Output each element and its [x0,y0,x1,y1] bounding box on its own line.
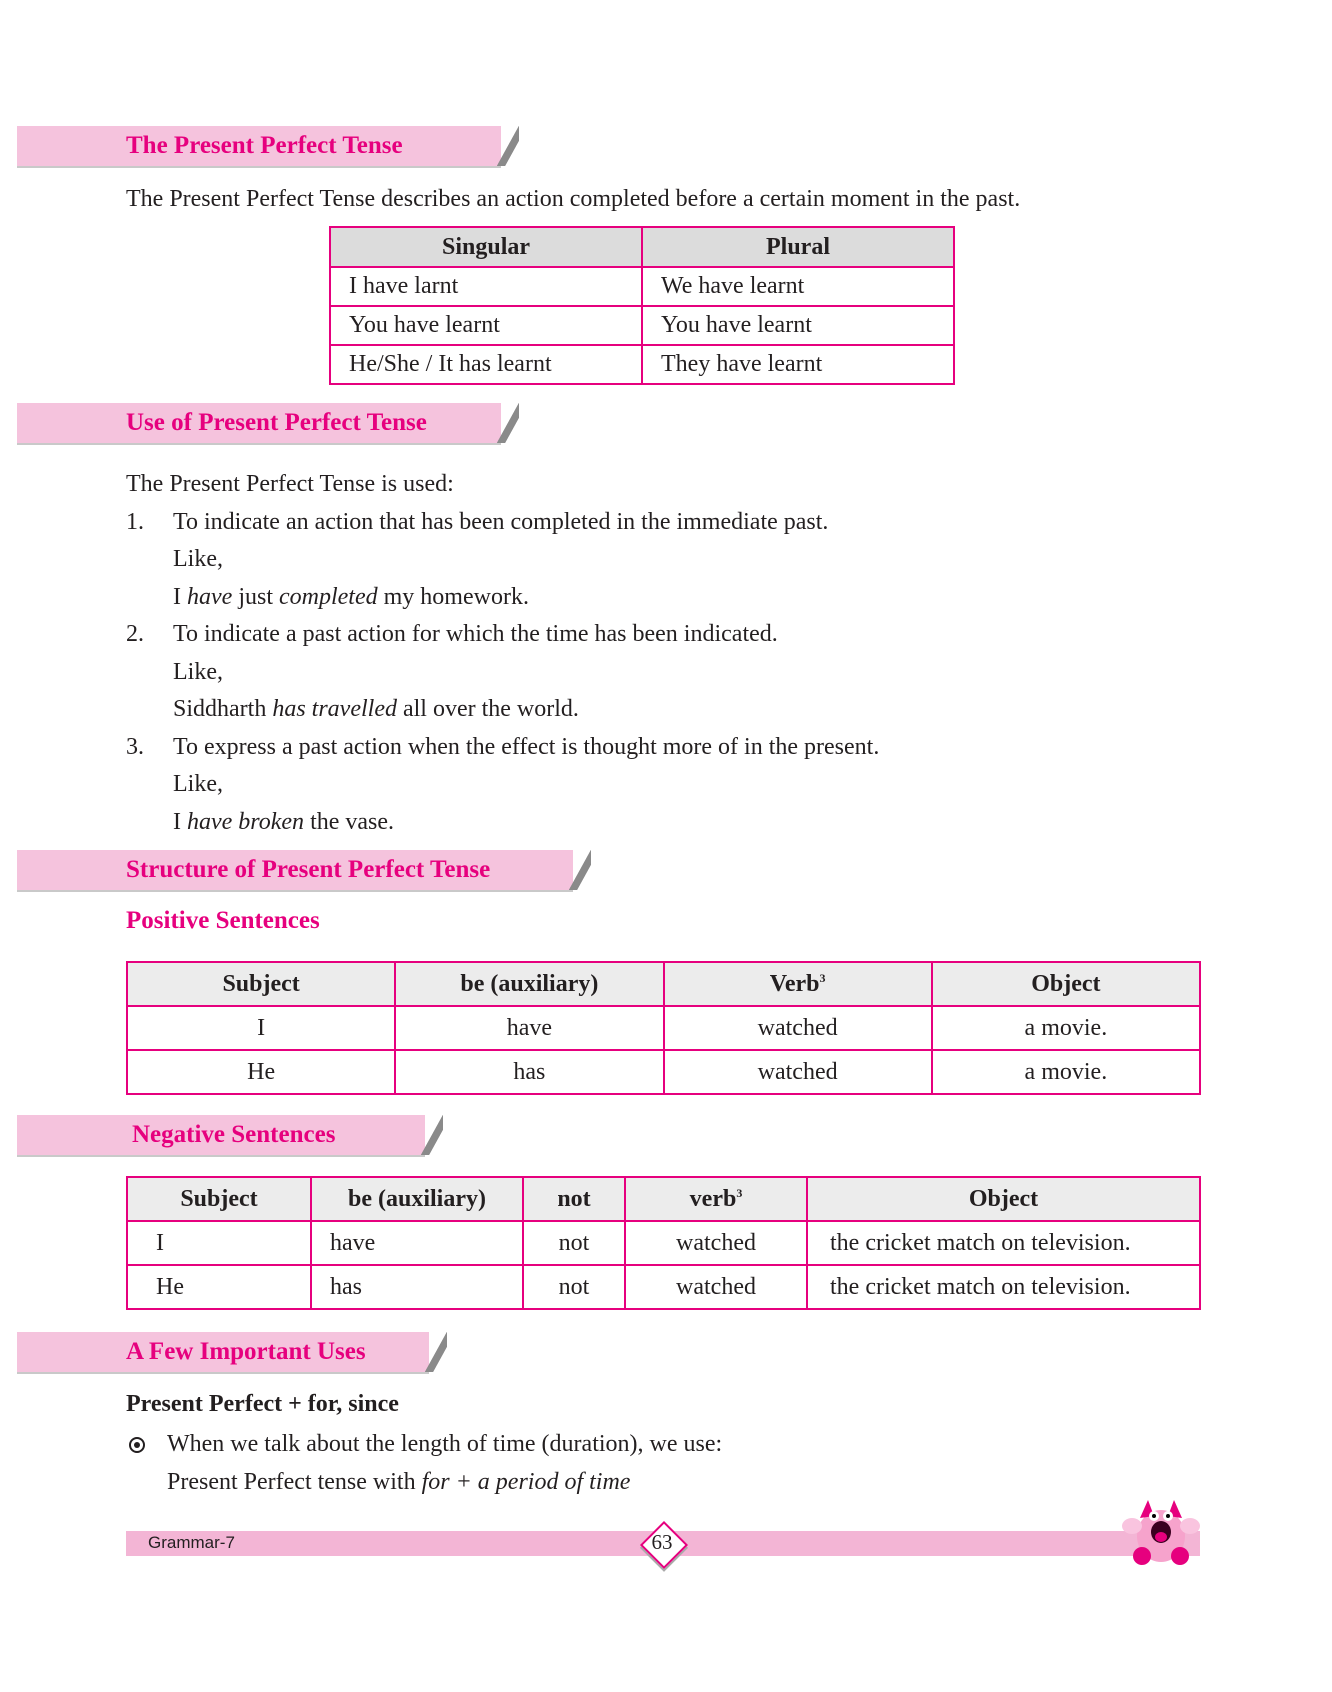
col-header: Singular [330,227,642,267]
cell: I [127,1006,395,1050]
like-label: Like, [173,771,223,797]
table-row [127,1050,1200,1094]
mascot-monster-icon [1118,1498,1204,1568]
like-label: Like, [173,659,223,685]
col-header: not [523,1177,625,1221]
header-slant-decoration [569,850,591,890]
cell: a movie. [932,1006,1200,1050]
header-slant-decoration [421,1115,443,1155]
cell: has [395,1050,663,1094]
table-row [127,1221,1200,1265]
header-slant-decoration [497,126,519,166]
list-number: 2. [126,621,144,647]
section-title: Negative Sentences [132,1121,336,1148]
section-header-use [17,403,501,445]
cell: I have larnt [330,267,642,306]
col-header: Subject [127,962,395,1006]
table-row [330,306,954,345]
section-header-present-perfect [17,126,501,168]
bullet-icon [129,1437,145,1453]
col-header: Object [807,1177,1200,1221]
example: I have just completed my homework. [173,584,529,610]
uses-intro: The Present Perfect Tense is used: [126,471,454,497]
cell: You have learnt [330,306,642,345]
table-row [330,267,954,306]
cell: the cricket match on television. [807,1265,1200,1309]
cell: watched [625,1265,807,1309]
cell: a movie. [932,1050,1200,1094]
table-row [127,1006,1200,1050]
section-title: A Few Important Uses [126,1338,366,1365]
header-slant-decoration [425,1332,447,1372]
like-label: Like, [173,546,223,572]
list-number: 1. [126,509,144,535]
subheading: Present Perfect + for, since [126,1391,399,1417]
col-header: verb$^3$ [625,1177,807,1221]
conjugation-table [329,226,955,385]
cell: watched [664,1050,932,1094]
col-header: Verb$^3$ [664,962,932,1006]
col-header: Plural [642,227,954,267]
cell: He/She / It has learnt [330,345,642,384]
col-header: Subject [127,1177,311,1221]
cell: They have learnt [642,345,954,384]
section-title: Use of Present Perfect Tense [126,409,427,436]
col-header: be (auxiliary) [395,962,663,1006]
table-row [127,1265,1200,1309]
cell: watched [664,1006,932,1050]
use-text: To indicate a past action for which the time has been indicated. [173,621,778,647]
col-header: be (auxiliary) [311,1177,523,1221]
negative-table [126,1176,1201,1310]
positive-table [126,961,1201,1095]
intro-text: The Present Perfect Tense describes an action completed before a certain moment in the past. [126,186,1021,212]
cell: not [523,1221,625,1265]
section-title: Structure of Present Perfect Tense [126,856,491,883]
section-header-negative [17,1115,425,1157]
cell: I [127,1221,311,1265]
list-number: 3. [126,734,144,760]
cell: have [311,1221,523,1265]
section-header-structure [17,850,573,892]
cell: He [127,1265,311,1309]
page-number: 63 [651,1530,673,1554]
cell: the cricket match on television. [807,1221,1200,1265]
col-header: Object [932,962,1200,1006]
cell: have [395,1006,663,1050]
cell: not [523,1265,625,1309]
example: Siddharth has travelled all over the world. [173,696,579,722]
table-row [330,345,954,384]
section-title: The Present Perfect Tense [126,132,403,159]
section-header-important-uses [17,1332,429,1374]
cell: He [127,1050,395,1094]
example: I have broken the vase. [173,809,395,835]
cell: watched [625,1221,807,1265]
cell: We have learnt [642,267,954,306]
cell: You have learnt [642,306,954,345]
book-title: Grammar-7 [148,1533,235,1552]
header-slant-decoration [497,403,519,443]
formula-text: Present Perfect tense with for + a period of time [167,1469,631,1495]
cell: has [311,1265,523,1309]
page-number-badge [640,1521,684,1565]
use-text: To indicate an action that has been completed in the immediate past. [173,509,829,535]
use-text: To express a past action when the effect is thought more of in the present. [173,734,880,760]
positive-heading: Positive Sentences [126,907,320,934]
bullet-text: When we talk about the length of time (duration), we use: [167,1431,723,1457]
